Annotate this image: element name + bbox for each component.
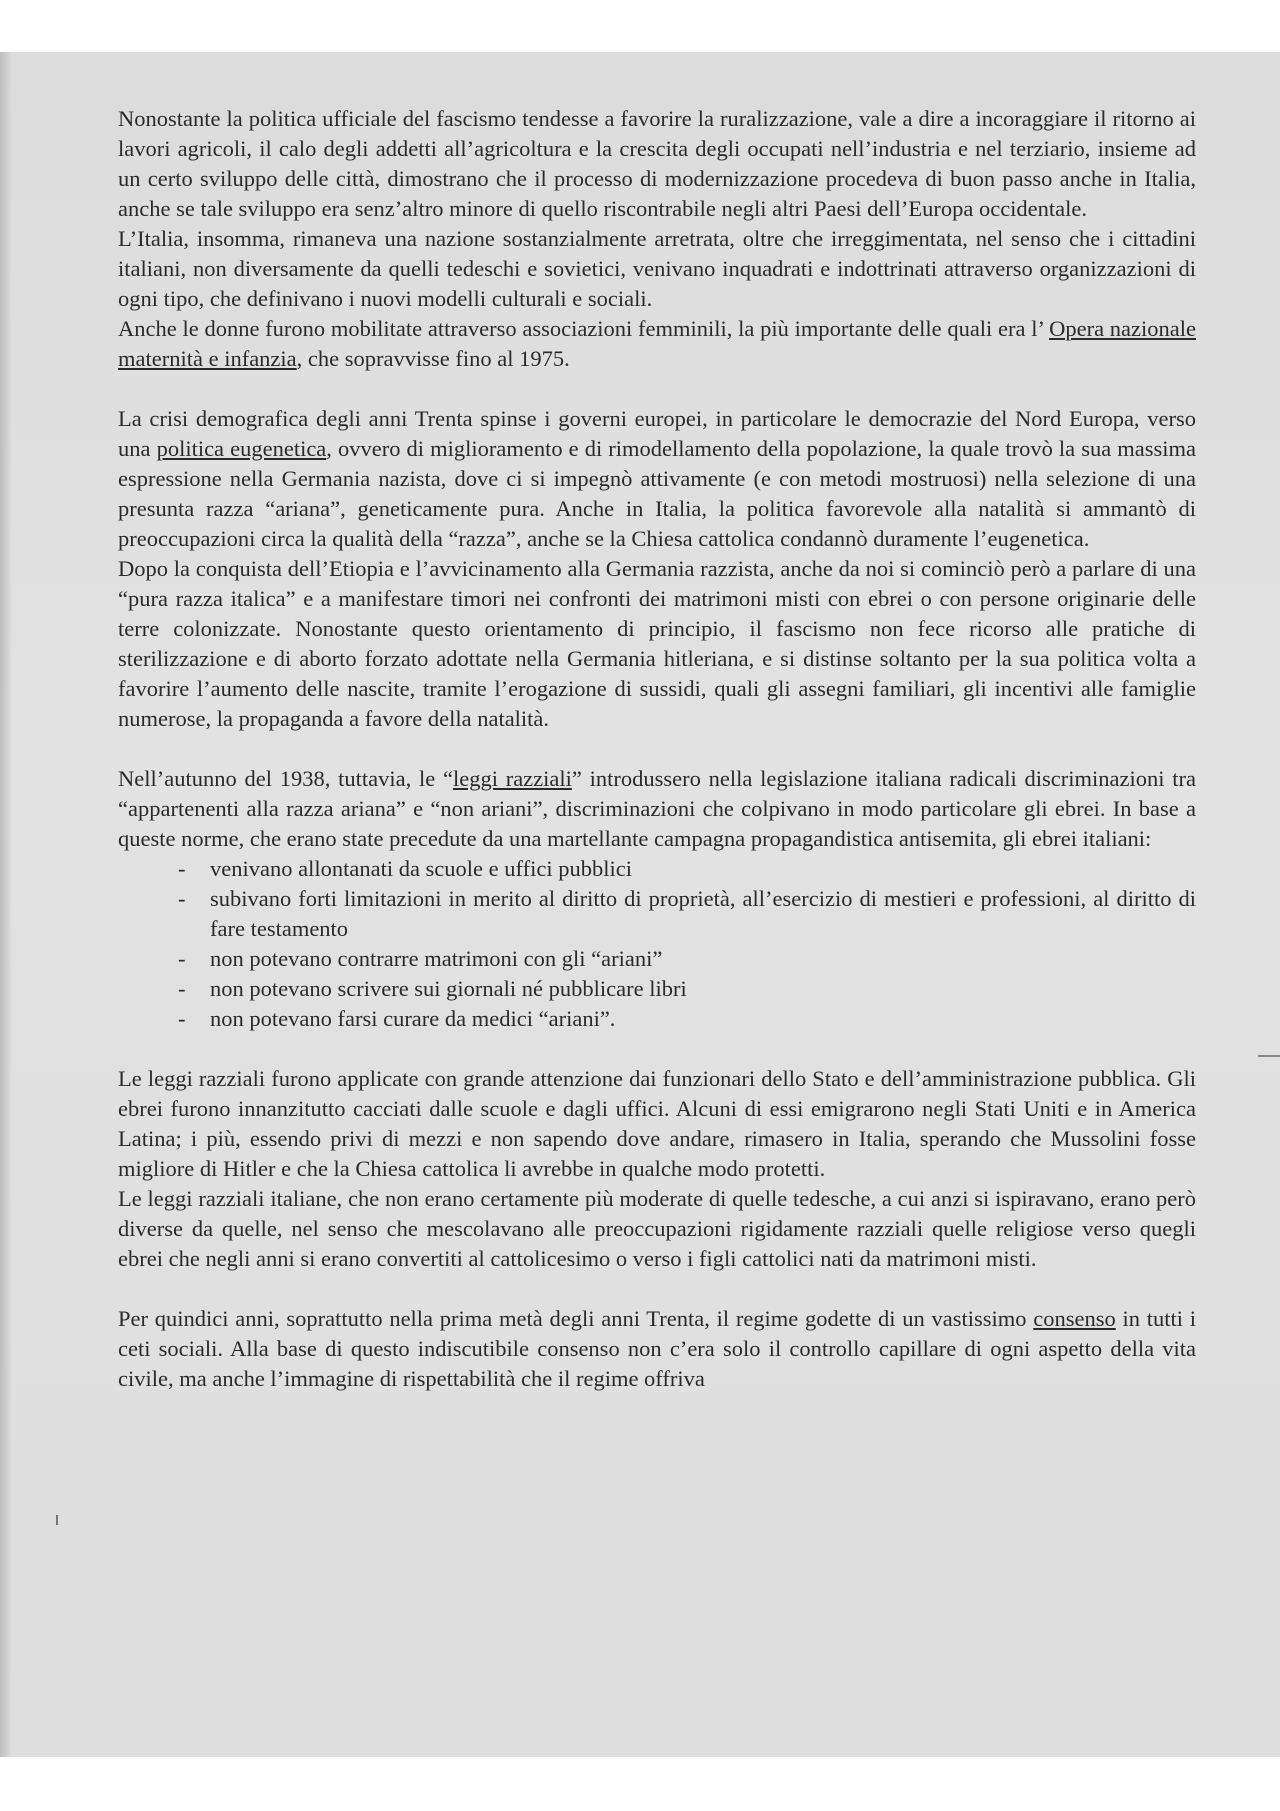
paragraph: Le leggi razziali furono applicate con grande attenzione dai funzionari dello Stato e dell’amministrazione pubblica. Gli ebrei furono innanzitutto cacciati dalle scuole e dagli uffici. Alcuni di essi emigrarono negli Stati Uniti e in America Latina; i più, essendo privi di mezzi e non sapendo dove andare, rimasero in Italia, sperando che Mussolini fosse migliore di Hitler e che la Chiesa cattolica li avrebbe in qualche modo protetti. <box>118 1066 1196 1181</box>
list-item: - non potevano scrivere sui giornali né pubblicare libri <box>178 974 1196 1004</box>
underlined-term: Opera nazionale maternità e infanzia <box>118 316 1197 371</box>
paragraph: Dopo la conquista dell’Etiopia e l’avvicinamento alla Germania razzista, anche da noi si cominciò però a parlare di una “pura razza italica” e a manifestare timori nei confronti dei matrimoni misti con ebrei o con persone originarie delle terre colonizzate. Nonostante questo orientamento di principio, il fascismo non fece ricorso alle pratiche di sterilizzazione e di aborto forzato adottate nella Germania hitleriana, e si distinse soltanto per la sua politica volta a favorire l’aumento delle nascite, tramite l’erogazione di sussidi, quali gli assegni familiari, gli incentivi alle famiglie numerose, la propaganda a favore della natalità. <box>118 556 1196 731</box>
text-column <box>118 104 1196 1394</box>
list-item: - subivano forti limitazioni in merito al diritto di proprietà, all’esercizio di mestieri e professioni, al diritto di fare testamento <box>178 884 1196 944</box>
margin-mark <box>1258 1055 1280 1057</box>
page-edge-shadow <box>0 52 12 1757</box>
paragraph: Le leggi razziali italiane, che non erano certamente più moderate di quelle tedesche, a cui anzi si ispiravano, erano però diverse da quelle, nel senso che mescolavano alle preoccupazioni rigidamente razziali quelle religiose verso quegli ebrei che negli anni si erano convertiti al cattolicesimo o verso i figli cattolici nati da matrimoni misti. <box>118 1186 1196 1271</box>
scanned-page <box>0 52 1280 1757</box>
list-item: - non potevano contrarre matrimoni con gli “ariani” <box>178 944 1196 974</box>
underlined-term: leggi razziali <box>452 766 572 791</box>
paragraph: L’Italia, insomma, rimaneva una nazione sostanzialmente arretrata, oltre che irreggimentata, nel senso che i cittadini italiani, non diversamente da quelli tedeschi e sovietici, venivano inquadrati e indottrinati attraverso organizzazioni di ogni tipo, che definivano i nuovi modelli culturali e sociali. <box>118 226 1196 311</box>
paragraph: La crisi demografica degli anni Trenta spinse i governi europei, in particolare le democrazie del Nord Europa, verso una politica eugenetica, ovvero di miglioramento e di rimodellamento della popolazione, la quale trovò la sua massima espressione nella Germania nazista, dove ci si impegnò attivamente (e con metodi mostruosi) nella selezione di una presunta razza “ariana”, geneticamente pura. Anche in Italia, la politica favorevole alla natalità si ammantò di preoccupazioni circa la qualità della “razza”, anche se la Chiesa cattolica condannò duramente l’eugenetica. <box>118 406 1196 551</box>
underlined-term: politica eugenetica <box>156 436 327 461</box>
paragraph: Nonostante la politica ufficiale del fascismo tendesse a favorire la ruralizzazione, vale a dire a incoraggiare il ritorno ai lavori agricoli, il calo degli addetti all’agricoltura e la crescita degli occupati nell’industria e nel terziario, insieme ad un certo sviluppo delle città, dimostrano che il processo di modernizzazione procedeva di buon passo anche in Italia, anche se tale sviluppo era senz’altro minore di quello riscontrabile negli altri Paesi dell’Europa occidentale. <box>118 106 1196 221</box>
bullet-list <box>118 854 1196 1034</box>
underlined-term: consenso <box>1033 1306 1116 1331</box>
paragraph: Anche le donne furono mobilitate attraverso associazioni femminili, la più importante delle quali era l’ Opera nazionale maternità e infanzia, che sopravvisse fino al 1975. <box>118 316 1197 371</box>
paragraph: Per quindici anni, soprattutto nella prima metà degli anni Trenta, il regime godette di un vastissimo consenso in tutti i ceti sociali. Alla base di questo indiscutibile consenso non c’era solo il controllo capillare di ogni aspetto della vita civile, ma anche l’immagine di rispettabilità che il regime offriva <box>118 1306 1196 1391</box>
list-item: - venivano allontanati da scuole e uffici pubblici <box>178 854 1196 884</box>
paragraph: Nell’autunno del 1938, tuttavia, le “leggi razziali” introdussero nella legislazione italiana radicali discriminazioni tra “appartenenti alla razza ariana” e “non ariani”, discriminazioni che colpivano in modo particolare gli ebrei. In base a queste norme, che erano state precedute da una martellante campagna propagandistica antisemita, gli ebrei italiani: <box>118 766 1196 851</box>
margin-mark <box>56 1515 58 1525</box>
list-item: - non potevano farsi curare da medici “ariani”. <box>178 1004 1196 1034</box>
